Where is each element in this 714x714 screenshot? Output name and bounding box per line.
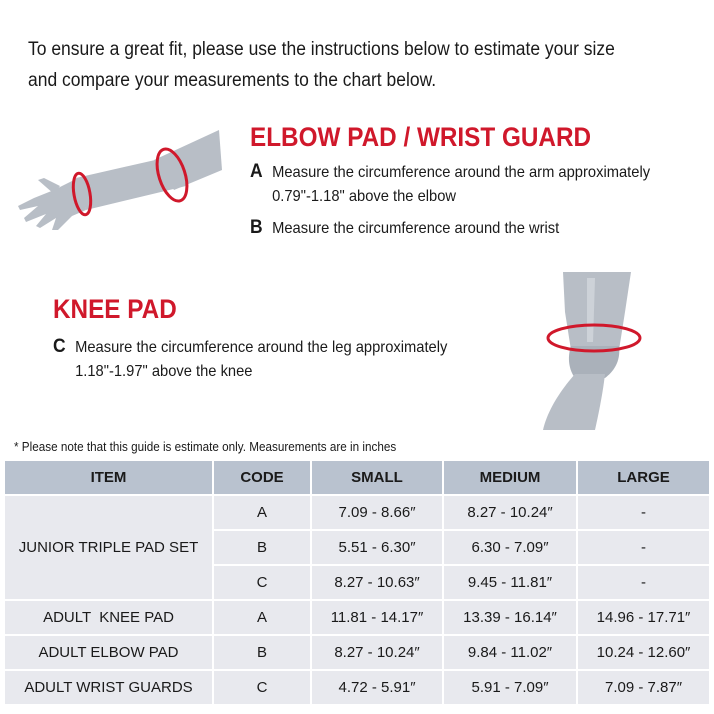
code-cell: A — [213, 600, 311, 635]
size-cell: 6.30 - 7.09″ — [443, 530, 577, 565]
table-row — [5, 600, 709, 635]
column-header: MEDIUM — [443, 461, 577, 495]
size-cell: 7.09 - 7.87″ — [577, 670, 709, 705]
column-header: CODE — [213, 461, 311, 495]
size-cell: - — [577, 565, 709, 600]
intro-text — [28, 34, 654, 96]
table-row — [5, 635, 709, 670]
size-chart-table — [5, 461, 709, 706]
arm-illustration — [14, 130, 224, 260]
size-cell: 9.45 - 11.81″ — [443, 565, 577, 600]
size-cell: 11.81 - 14.17″ — [311, 600, 443, 635]
measurement-text: Measure the circumference around the arm approximately — [272, 164, 651, 181]
column-header: LARGE — [577, 461, 709, 495]
size-cell: 10.24 - 12.60″ — [577, 635, 709, 670]
code-cell: B — [213, 530, 311, 565]
item-cell: ADULT KNEE PAD — [5, 600, 213, 635]
column-header: SMALL — [311, 461, 443, 495]
size-cell: 5.51 - 6.30″ — [311, 530, 443, 565]
measurement-b — [250, 216, 559, 241]
size-cell: 4.72 - 5.91″ — [311, 670, 443, 705]
intro-line-2: and compare your measurements to the chart below. — [28, 70, 437, 91]
table-row — [5, 495, 709, 530]
leg-illustration — [535, 272, 655, 430]
size-cell: 14.96 - 17.71″ — [577, 600, 709, 635]
size-cell: 7.09 - 8.66″ — [311, 495, 443, 530]
item-cell: JUNIOR TRIPLE PAD SET — [5, 495, 213, 600]
item-cell: ADULT WRIST GUARDS — [5, 670, 213, 705]
intro-line-1: To ensure a great fit, please use the instructions below to estimate your size — [28, 39, 615, 60]
code-cell: C — [213, 670, 311, 705]
measurement-text: 0.79"-1.18" above the elbow — [272, 188, 457, 205]
measurement-text: Measure the circumference around the leg approximately — [75, 339, 448, 356]
table-row — [5, 670, 709, 705]
size-cell: - — [577, 495, 709, 530]
measurement-text: Measure the circumference around the wrist — [272, 220, 560, 237]
measurement-a — [250, 160, 650, 209]
measurement-letter: A — [250, 161, 263, 182]
elbow-section-title: ELBOW PAD / WRIST GUARD — [250, 122, 592, 152]
column-header: ITEM — [5, 461, 213, 495]
table-header-row — [5, 461, 709, 495]
size-cell: 9.84 - 11.02″ — [443, 635, 577, 670]
knee-section-title: KNEE PAD — [53, 294, 177, 324]
code-cell: A — [213, 495, 311, 530]
measurement-c — [53, 335, 447, 384]
code-cell: B — [213, 635, 311, 670]
item-cell: ADULT ELBOW PAD — [5, 635, 213, 670]
measurement-text: 1.18"-1.97" above the knee — [75, 363, 253, 380]
size-cell: 13.39 - 16.14″ — [443, 600, 577, 635]
size-cell: 8.27 - 10.24″ — [443, 495, 577, 530]
size-cell: - — [577, 530, 709, 565]
size-cell: 8.27 - 10.24″ — [311, 635, 443, 670]
code-cell: C — [213, 565, 311, 600]
size-cell: 5.91 - 7.09″ — [443, 670, 577, 705]
measurement-letter: C — [53, 336, 66, 357]
size-cell: 8.27 - 10.63″ — [311, 565, 443, 600]
measurement-note: * Please note that this guide is estimate only. Measurements are in inches — [14, 439, 397, 454]
measurement-letter: B — [250, 217, 263, 238]
